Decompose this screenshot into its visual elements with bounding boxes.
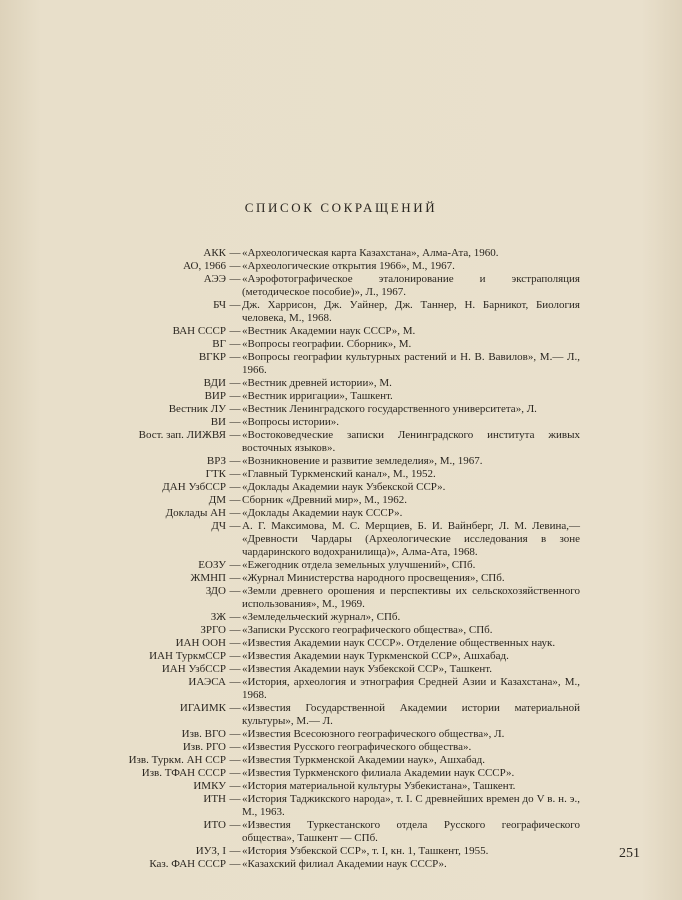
abbreviation-entry bbox=[60, 767, 580, 780]
abbreviation-term: ЗДО bbox=[205, 585, 226, 597]
abbreviation-entry bbox=[60, 650, 580, 663]
entry-dash: — bbox=[229, 624, 241, 636]
abbreviation-entry bbox=[60, 676, 580, 702]
abbreviation-term: ВРЗ bbox=[206, 455, 226, 467]
abbreviation-term: Вост. зап. ЛИЖВЯ bbox=[138, 429, 226, 441]
abbreviation-term: БЧ bbox=[213, 299, 226, 311]
abbreviation-definition: «Вопросы географии. Сборник», М. bbox=[242, 338, 412, 350]
abbreviation-definition: «Вестник Академии наук СССР», М. bbox=[242, 325, 416, 337]
entry-dash: — bbox=[229, 676, 241, 688]
abbreviation-entry bbox=[60, 455, 580, 468]
abbreviation-term: ВАН СССР bbox=[172, 325, 226, 337]
abbreviation-term: ГТК bbox=[205, 468, 226, 480]
entry-dash: — bbox=[229, 572, 241, 584]
abbreviation-term: Изв. Туркм. АН ССР bbox=[128, 754, 226, 766]
abbreviation-definition: «Вестник древней истории», М. bbox=[242, 377, 392, 389]
abbreviation-term: ВДИ bbox=[203, 377, 226, 389]
abbreviation-term: ЕОЗУ bbox=[198, 559, 226, 571]
abbreviation-entry bbox=[60, 637, 580, 650]
abbreviation-term: ИУЗ, I bbox=[195, 845, 226, 857]
entry-dash: — bbox=[229, 260, 241, 272]
abbreviation-term: Вестник ЛУ bbox=[168, 403, 226, 415]
abbreviation-term: ИАЭСА bbox=[188, 676, 226, 688]
abbreviation-entry bbox=[60, 702, 580, 728]
abbreviation-definition: «Известия Туркменской Академии наук», Ашхабад. bbox=[242, 754, 486, 766]
abbreviation-entry bbox=[60, 754, 580, 767]
abbreviation-entry bbox=[60, 403, 580, 416]
abbreviation-entry bbox=[60, 351, 580, 377]
abbreviation-list bbox=[60, 247, 580, 871]
abbreviation-definition: «Востоковедческие записки Ленинградского института живых восточных языков». bbox=[242, 429, 580, 454]
abbreviation-definition: «Записки Русского географического общества», СПб. bbox=[242, 624, 493, 636]
entry-dash: — bbox=[229, 299, 241, 311]
abbreviation-entry bbox=[60, 858, 580, 871]
entry-dash: — bbox=[229, 507, 241, 519]
abbreviation-definition: «Главный Туркменский канал», М., 1952. bbox=[242, 468, 436, 480]
abbreviation-definition: «Известия Русского географического общества». bbox=[242, 741, 472, 753]
abbreviation-definition: «История, археология и этнография Средней Азии и Казахстана», М., 1968. bbox=[242, 676, 580, 701]
abbreviation-definition: «Известия Академии наук СССР». Отделение общественных наук. bbox=[242, 637, 556, 649]
entry-dash: — bbox=[229, 325, 241, 337]
abbreviation-entry bbox=[60, 260, 580, 273]
abbreviation-term: Изв. РГО bbox=[182, 741, 226, 753]
abbreviation-entry bbox=[60, 507, 580, 520]
abbreviation-entry bbox=[60, 611, 580, 624]
entry-dash: — bbox=[229, 468, 241, 480]
abbreviation-entry bbox=[60, 819, 580, 845]
abbreviation-entry bbox=[60, 273, 580, 299]
abbreviation-definition: «Вопросы истории». bbox=[242, 416, 339, 428]
abbreviation-definition: «Известия Академии наук Туркменской ССР», Ашхабад. bbox=[242, 650, 509, 662]
abbreviation-entry bbox=[60, 468, 580, 481]
entry-dash: — bbox=[229, 273, 241, 285]
abbreviation-definition: «Журнал Министерства народного просвещения», СПб. bbox=[242, 572, 505, 584]
entry-dash: — bbox=[229, 819, 241, 831]
abbreviation-definition: «Известия Государственной Академии истории материальной культуры», М.— Л. bbox=[242, 702, 580, 727]
abbreviation-definition: Сборник «Древний мир», М., 1962. bbox=[242, 494, 408, 506]
abbreviation-term: АКК bbox=[203, 247, 226, 259]
entry-dash: — bbox=[229, 585, 241, 597]
abbreviation-term: ДЧ bbox=[211, 520, 226, 532]
abbreviation-definition: «Вестник ирригации», Ташкент. bbox=[242, 390, 393, 402]
abbreviation-term: АЭЭ bbox=[203, 273, 226, 285]
abbreviation-term: Изв. ТФАН СССР bbox=[141, 767, 226, 779]
abbreviation-entry bbox=[60, 793, 580, 819]
entry-dash: — bbox=[229, 351, 241, 363]
abbreviation-definition: «Доклады Академии наук Узбекской ССР». bbox=[242, 481, 446, 493]
entry-dash: — bbox=[229, 663, 241, 675]
abbreviation-term: АО, 1966 bbox=[183, 260, 226, 272]
abbreviation-entry bbox=[60, 416, 580, 429]
abbreviation-entry bbox=[60, 325, 580, 338]
abbreviation-definition: А. Г. Максимова, М. С. Мерщиев, Б. И. Вайнберг, Л. М. Левина,— «Древности Чардары (Археологические исследования в зоне чардаринского водохранилища)», Алма-Ата, 1968. bbox=[242, 520, 580, 558]
abbreviation-entry bbox=[60, 481, 580, 494]
abbreviation-entry bbox=[60, 390, 580, 403]
entry-dash: — bbox=[229, 845, 241, 857]
entry-dash: — bbox=[229, 403, 241, 415]
abbreviation-definition: «Известия Туркменского филиала Академии наук СССР». bbox=[242, 767, 515, 779]
abbreviation-term: ИТО bbox=[203, 819, 226, 831]
abbreviation-entry bbox=[60, 741, 580, 754]
abbreviation-definition: «Доклады Академии наук СССР». bbox=[242, 507, 403, 519]
entry-dash: — bbox=[229, 793, 241, 805]
abbreviation-term: Изв. ВГО bbox=[181, 728, 226, 740]
abbreviation-term: ИГАИМК bbox=[179, 702, 226, 714]
page-number: 251 bbox=[619, 846, 640, 861]
entry-dash: — bbox=[229, 858, 241, 870]
entry-dash: — bbox=[229, 637, 241, 649]
entry-dash: — bbox=[229, 377, 241, 389]
abbreviation-term: ВИ bbox=[210, 416, 226, 428]
abbreviation-term: Доклады АН bbox=[165, 507, 226, 519]
entry-dash: — bbox=[229, 481, 241, 493]
entry-dash: — bbox=[229, 390, 241, 402]
entry-dash: — bbox=[229, 429, 241, 441]
abbreviation-entry bbox=[60, 845, 580, 858]
abbreviation-entry bbox=[60, 572, 580, 585]
entry-dash: — bbox=[229, 455, 241, 467]
abbreviation-definition: «Аэрофотографическое эталонирование и экстраполяция (методическое пособие)», Л., 1967. bbox=[242, 273, 580, 298]
entry-dash: — bbox=[229, 780, 241, 792]
abbreviation-term: ЗРГО bbox=[200, 624, 226, 636]
abbreviation-entry bbox=[60, 624, 580, 637]
abbreviation-term: ДАН УзбССР bbox=[162, 481, 226, 493]
abbreviation-definition: «Вестник Ленинградского государственного университета», Л. bbox=[242, 403, 537, 415]
abbreviation-term: ЖМНП bbox=[190, 572, 226, 584]
abbreviation-term: ВГКР bbox=[198, 351, 226, 363]
entry-dash: — bbox=[229, 702, 241, 714]
entry-dash: — bbox=[229, 650, 241, 662]
abbreviation-entry bbox=[60, 520, 580, 559]
entry-dash: — bbox=[229, 520, 241, 532]
abbreviation-definition: «История Узбекской ССР», т. I, кн. 1, Ташкент, 1955. bbox=[242, 845, 489, 857]
entry-dash: — bbox=[229, 559, 241, 571]
abbreviation-definition: «Археологическая карта Казахстана», Алма-Ата, 1960. bbox=[242, 247, 499, 259]
abbreviation-entry bbox=[60, 780, 580, 793]
abbreviation-entry bbox=[60, 247, 580, 260]
abbreviation-term: ИТН bbox=[203, 793, 226, 805]
abbreviation-entry bbox=[60, 494, 580, 507]
abbreviation-term: ВИР bbox=[204, 390, 226, 402]
abbreviation-entry bbox=[60, 585, 580, 611]
entry-dash: — bbox=[229, 754, 241, 766]
entry-dash: — bbox=[229, 494, 241, 506]
abbreviation-definition: «Известия Всесоюзного географического общества», Л. bbox=[242, 728, 505, 740]
entry-dash: — bbox=[229, 611, 241, 623]
entry-dash: — bbox=[229, 767, 241, 779]
page-title: СПИСОК СОКРАЩЕНИЙ bbox=[244, 200, 438, 215]
abbreviation-term: ИМКУ bbox=[193, 780, 226, 792]
entry-dash: — bbox=[229, 728, 241, 740]
abbreviation-term: ИАН ООН bbox=[175, 637, 226, 649]
abbreviation-definition: «Ежегодник отдела земельных улучшений», СПб. bbox=[242, 559, 476, 571]
abbreviation-definition: «История Таджикского народа», т. I. С древнейших времен до V в. н. э., М., 1963. bbox=[242, 793, 580, 818]
abbreviation-entry bbox=[60, 338, 580, 351]
entry-dash: — bbox=[229, 741, 241, 753]
abbreviation-entry bbox=[60, 299, 580, 325]
abbreviation-term: ВГ bbox=[212, 338, 226, 350]
abbreviation-definition: «История материальной культуры Узбекистана», Ташкент. bbox=[242, 780, 516, 792]
abbreviation-term: ИАН ТуркмССР bbox=[149, 650, 226, 662]
abbreviation-term: ИАН УзбССР bbox=[161, 663, 226, 675]
entry-dash: — bbox=[229, 416, 241, 428]
abbreviation-definition: «Земледельческий журнал», СПб. bbox=[242, 611, 401, 623]
abbreviation-definition: «Вопросы географии культурных растений и Н. В. Вавилов», М.— Л., 1966. bbox=[242, 351, 580, 376]
entry-dash: — bbox=[229, 247, 241, 259]
abbreviation-definition: Дж. Харрисон, Дж. Уайнер, Дж. Таннер, Н. Барникот, Биология человека, М., 1968. bbox=[242, 299, 580, 324]
abbreviation-entry bbox=[60, 429, 580, 455]
abbreviation-term: Каз. ФАН СССР bbox=[149, 858, 226, 870]
abbreviation-entry bbox=[60, 663, 580, 676]
abbreviation-entry bbox=[60, 559, 580, 572]
abbreviation-definition: «Казахский филиал Академии наук СССР». bbox=[242, 858, 447, 870]
abbreviation-definition: «Известия Туркестанского отдела Русского географического общества», Ташкент — СПб. bbox=[242, 819, 580, 844]
abbreviation-definition: «Возникновение и развитие земледелия», М., 1967. bbox=[242, 455, 483, 467]
abbreviation-term: ДМ bbox=[208, 494, 226, 506]
abbreviation-entry bbox=[60, 377, 580, 390]
abbreviation-definition: «Земли древнего орошения и перспективы их сельскохозяйственного использования», М., 1969. bbox=[242, 585, 580, 610]
abbreviation-definition: «Известия Академии наук Узбекской ССР», Ташкент. bbox=[242, 663, 493, 675]
abbreviation-definition: «Археологические открытия 1966», М., 1967. bbox=[242, 260, 455, 272]
abbreviation-term: ЗЖ bbox=[210, 611, 226, 623]
entry-dash: — bbox=[229, 338, 241, 350]
abbreviation-entry bbox=[60, 728, 580, 741]
